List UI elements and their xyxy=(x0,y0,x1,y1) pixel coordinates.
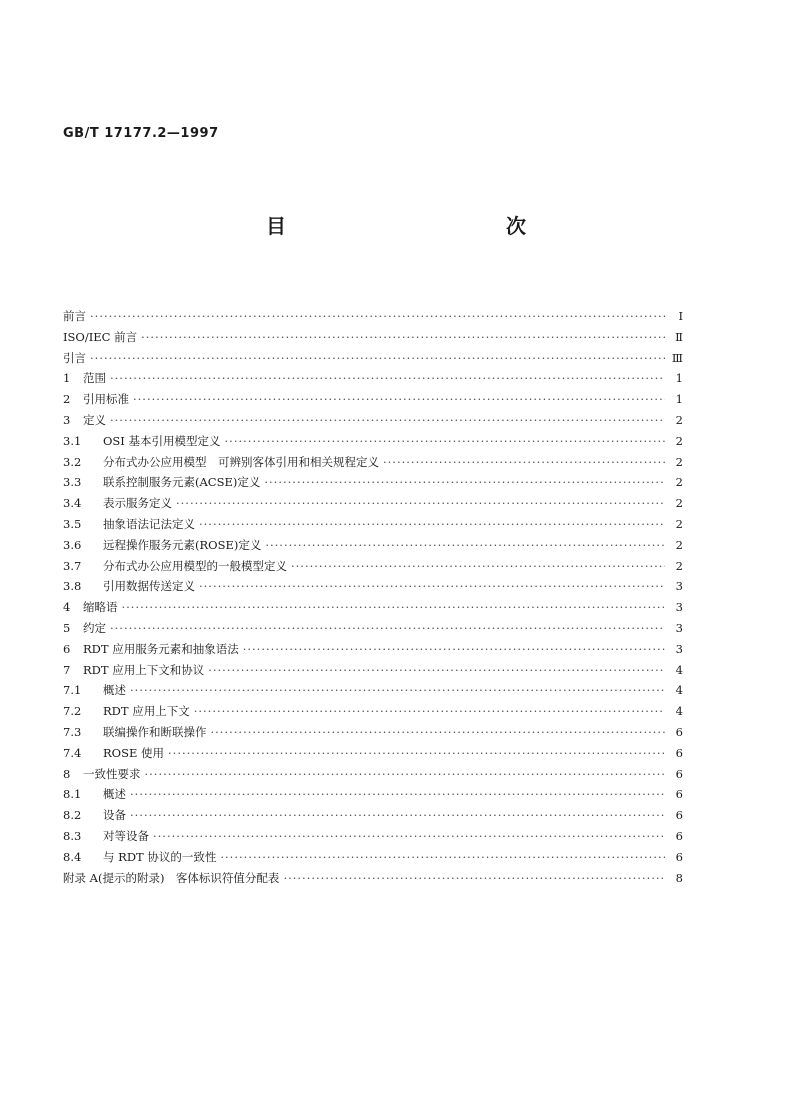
toc-entry-label: 对等设备 xyxy=(103,828,149,843)
toc-entry[interactable] xyxy=(63,722,683,743)
toc-entry-page: 6 xyxy=(675,808,683,823)
dot-leader xyxy=(383,452,665,473)
toc-entry-label: 抽象语法记法定义 xyxy=(103,516,195,531)
dot-leader xyxy=(168,743,665,764)
toc-entry-page: 6 xyxy=(675,828,683,843)
toc-entry-number: 6 xyxy=(63,641,71,656)
toc-entry[interactable] xyxy=(63,597,683,618)
dot-leader xyxy=(225,431,665,452)
toc-entry-page: 8 xyxy=(675,870,683,885)
toc-entry-page: 2 xyxy=(675,433,683,448)
toc-entry-label: 概述 xyxy=(103,787,126,802)
toc-entry-number: 7.1 xyxy=(63,683,82,698)
toc-entry-page: 6 xyxy=(675,849,683,864)
toc-entry-label: 引用标准 xyxy=(83,392,129,407)
toc-entry[interactable] xyxy=(63,639,683,660)
toc-entry-label: 定义 xyxy=(83,412,106,427)
toc-entry-page: 3 xyxy=(675,641,683,656)
toc-entry-label: 前言 xyxy=(63,309,86,323)
dot-leader xyxy=(243,639,665,660)
toc-entry-number: 5 xyxy=(63,620,71,635)
dot-leader xyxy=(199,576,665,597)
toc-entry-number: 7.3 xyxy=(63,724,82,739)
toc-entry-number: 3.1 xyxy=(63,433,82,448)
dot-leader xyxy=(199,514,665,535)
toc-entry-label: 约定 xyxy=(83,620,106,635)
dot-leader xyxy=(283,868,665,889)
dot-leader xyxy=(153,826,665,847)
dot-leader xyxy=(141,327,665,348)
dot-leader xyxy=(130,805,665,826)
toc-entry-page: 4 xyxy=(675,662,683,677)
toc-entry-number: 3.4 xyxy=(63,496,82,511)
toc-entry[interactable] xyxy=(63,327,683,348)
toc-entry-label: RDT 应用服务元素和抽象语法 xyxy=(83,641,239,656)
toc-entry-number: 3.5 xyxy=(63,516,82,531)
toc-entry-page: Ⅱ xyxy=(675,329,683,344)
dot-leader xyxy=(176,493,665,514)
toc-entry-page: 2 xyxy=(675,475,683,490)
toc-entry[interactable] xyxy=(63,805,683,826)
toc-title: 目 次 xyxy=(266,214,586,238)
toc-entry[interactable] xyxy=(63,431,683,452)
toc-entry[interactable] xyxy=(63,535,683,556)
dot-leader xyxy=(133,389,665,410)
toc-entry-page: Ⅲ xyxy=(671,350,683,365)
toc-entry-label: 引用数据传送定义 xyxy=(103,579,195,594)
toc-entry[interactable] xyxy=(63,348,683,369)
dot-leader xyxy=(264,472,665,493)
dot-leader xyxy=(220,847,665,868)
dot-leader xyxy=(265,535,665,556)
toc-entry-page: 2 xyxy=(675,496,683,511)
dot-leader xyxy=(90,306,665,327)
dot-leader xyxy=(130,784,665,805)
toc-entry-page: 6 xyxy=(675,724,683,739)
toc-entry-number: 3.8 xyxy=(63,579,82,594)
dot-leader xyxy=(110,368,665,389)
dot-leader xyxy=(145,764,666,785)
toc-entry[interactable] xyxy=(63,701,683,722)
toc-entry-number: 8.1 xyxy=(63,787,82,802)
dot-leader xyxy=(122,597,666,618)
toc-entry-number: 3 xyxy=(63,412,71,427)
toc-entry-page: 2 xyxy=(675,412,683,427)
toc-entry-label: 一致性要求 xyxy=(83,766,141,781)
toc-entry-page: 2 xyxy=(675,454,683,469)
toc-entry[interactable] xyxy=(63,868,683,889)
toc-entry-number: 7.2 xyxy=(63,704,82,719)
dot-leader xyxy=(194,701,665,722)
toc-entry-number: 4 xyxy=(63,600,71,615)
toc-entry-page: 2 xyxy=(675,558,683,573)
toc-entry-label: 联系控制服务元素(ACSE)定义 xyxy=(103,475,261,490)
toc-entry[interactable] xyxy=(63,514,683,535)
toc-entry-label: ISO/IEC 前言 xyxy=(63,329,138,344)
toc-entry[interactable] xyxy=(63,368,683,389)
toc-entry-page: 1 xyxy=(675,371,683,386)
toc-entry[interactable] xyxy=(63,680,683,701)
dot-leader xyxy=(208,660,665,681)
toc-entry[interactable] xyxy=(63,847,683,868)
toc-entry-number: 2 xyxy=(63,392,71,407)
toc-entry-label: 分布式办公应用模型 可辨别客体引用和相关规程定义 xyxy=(103,454,379,469)
toc-entry-number: 3.3 xyxy=(63,475,82,490)
toc-entry-label: RDT 应用上下文 xyxy=(103,704,190,719)
toc-entry-number: 7 xyxy=(63,662,71,677)
toc-entry-page: 4 xyxy=(675,683,683,698)
toc-entry[interactable] xyxy=(63,410,683,431)
toc-entry-label: 附录 A(提示的附录) 客体标识符值分配表 xyxy=(63,870,280,885)
toc-entry-page: 4 xyxy=(675,704,683,719)
toc-entry-number: 1 xyxy=(63,371,71,386)
toc-entry-label: 联编操作和断联操作 xyxy=(103,724,207,739)
toc-entry[interactable] xyxy=(63,826,683,847)
toc-entry-page: 3 xyxy=(675,579,683,594)
toc-entry-label: 与 RDT 协议的一致性 xyxy=(103,849,217,864)
toc-entry[interactable] xyxy=(63,452,683,473)
standard-code: GB/T 17177.2—1997 xyxy=(63,126,219,141)
toc-entry-label: 引言 xyxy=(63,350,86,365)
toc-entry-page: 2 xyxy=(675,537,683,552)
toc-entry[interactable] xyxy=(63,493,683,514)
toc-entry-label: 表示服务定义 xyxy=(103,496,172,511)
toc-entry-page: 3 xyxy=(675,600,683,615)
toc-entry[interactable] xyxy=(63,660,683,681)
toc-entry[interactable] xyxy=(63,743,683,764)
toc-entry-page: 2 xyxy=(675,516,683,531)
toc-entry-number: 8 xyxy=(63,766,71,781)
toc-entry-page: 6 xyxy=(675,745,683,760)
toc-entry-page: 6 xyxy=(675,766,683,781)
dot-leader xyxy=(211,722,666,743)
toc-entry-label: 分布式办公应用模型的一般模型定义 xyxy=(103,558,287,573)
toc-entry-number: 3.7 xyxy=(63,558,82,573)
toc-entry-label: OSI 基本引用模型定义 xyxy=(103,433,221,448)
toc-entry-page: 3 xyxy=(675,620,683,635)
toc-entry-label: 设备 xyxy=(103,808,126,823)
toc-entry-label: RDT 应用上下文和协议 xyxy=(83,662,205,677)
toc-entry-number: 8.3 xyxy=(63,828,82,843)
toc-entry[interactable] xyxy=(63,306,683,327)
toc-entry-page: 6 xyxy=(675,787,683,802)
toc-entry[interactable] xyxy=(63,389,683,410)
toc-entry-number: 3.2 xyxy=(63,454,82,469)
dot-leader xyxy=(291,556,665,577)
dot-leader xyxy=(90,348,665,369)
toc-entry-number: 3.6 xyxy=(63,537,82,552)
toc-entry-label: 范围 xyxy=(83,371,106,386)
table-of-contents xyxy=(63,306,683,888)
toc-entry-page: 1 xyxy=(675,392,683,407)
toc-entry-label: 缩略语 xyxy=(83,600,118,615)
toc-entry-number: 8.4 xyxy=(63,849,82,864)
dot-leader xyxy=(110,618,665,639)
toc-entry-label: 远程操作服务元素(ROSE)定义 xyxy=(103,537,262,552)
toc-entry[interactable] xyxy=(63,576,683,597)
toc-entry[interactable] xyxy=(63,556,683,577)
dot-leader xyxy=(130,680,665,701)
toc-entry[interactable] xyxy=(63,618,683,639)
toc-entry-label: 概述 xyxy=(103,683,126,698)
toc-entry-page: Ⅰ xyxy=(678,309,683,323)
toc-entry[interactable] xyxy=(63,784,683,805)
toc-entry-label: ROSE 使用 xyxy=(103,745,165,760)
toc-entry[interactable] xyxy=(63,764,683,785)
toc-entry[interactable] xyxy=(63,472,683,493)
dot-leader xyxy=(110,410,665,431)
toc-entry-number: 7.4 xyxy=(63,745,82,760)
toc-entry-number: 8.2 xyxy=(63,808,82,823)
